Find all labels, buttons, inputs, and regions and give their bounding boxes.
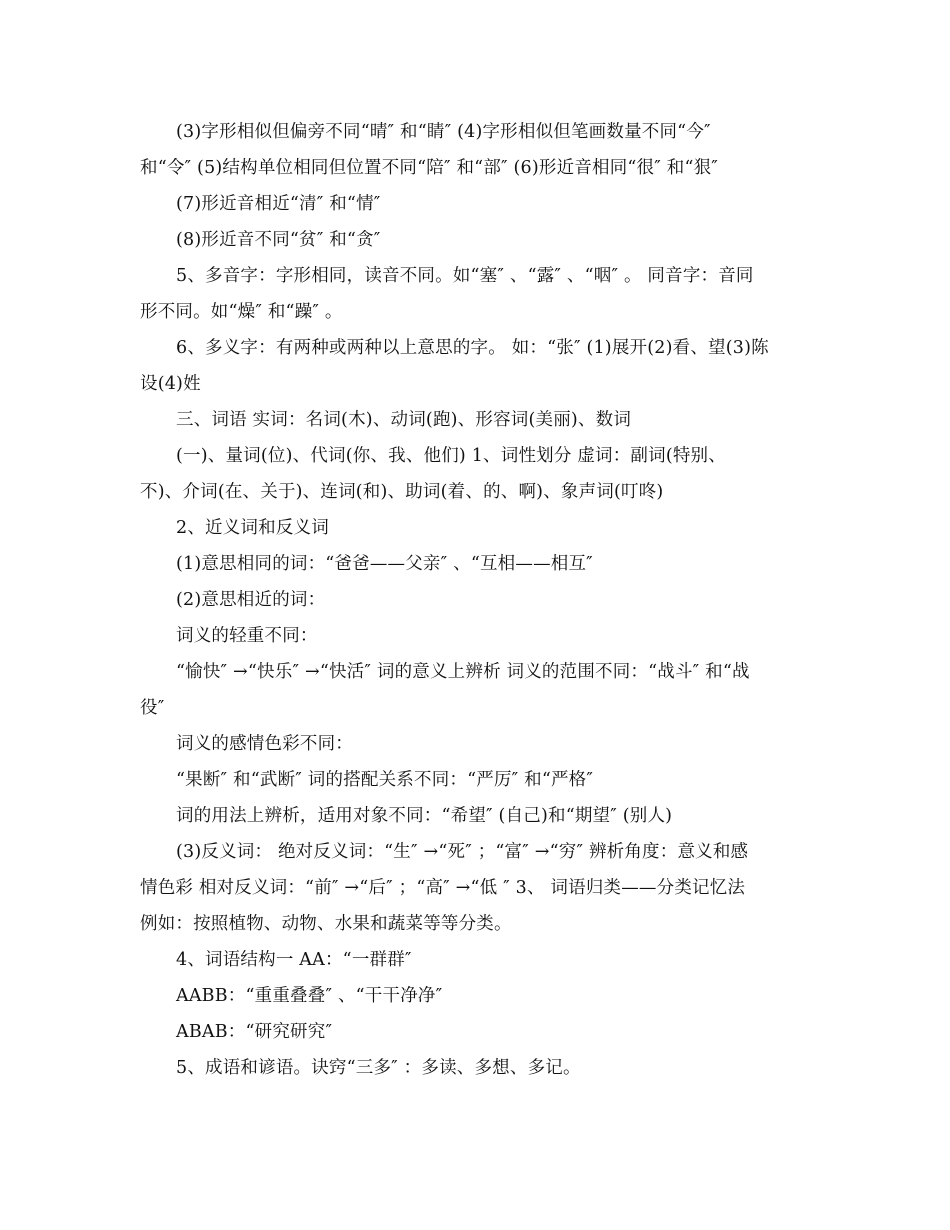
text-line: (1)意思相同的词：“爸爸——父亲″ 、“互相——相互″ (176, 554, 593, 574)
text-line: 5、成语和谚语。诀窍“三多″ ：多读、多想、多记。 (176, 1058, 581, 1078)
text-line: 情色彩 相对反义词：“前″ →“后″ ；“高″ →“低 ″ 3、 词语归类——分类记忆法 (140, 878, 746, 898)
text-line: ABAB：“研究研究″ (176, 1022, 333, 1042)
text-line: 例如：按照植物、动物、水果和蔬菜等等分类。 (140, 914, 512, 934)
text-line: (3)反义词： 绝对反义词：“生″ →“死″ ；“富″ →“穷″ 辨析角度：意义和感 (176, 842, 749, 862)
text-line: AABB：“重重叠叠″ 、“干干净净″ (176, 986, 443, 1006)
text-line: 形不同。如“燥″ 和“躁″ 。 (140, 302, 343, 322)
text-line: 2、近义词和反义词 (176, 518, 329, 538)
text-line: “愉快″ →“快乐″ →“快活″ 词的意义上辨析 词义的范围不同：“战斗″ 和“战 (176, 662, 750, 682)
text-line: 不)、介词(在、关于)、连词(和)、助词(着、的、啊)、象声词(叮咚) (140, 482, 664, 502)
text-line: (2)意思相近的词： (176, 590, 326, 610)
text-line: 役″ (140, 698, 165, 718)
text-line: 词义的感情色彩不同： (176, 734, 353, 754)
text-line: 词的用法上辨析，适用对象不同：“希望″ (自己)和“期望″ (别人) (176, 806, 673, 826)
text-line: 和“令″ (5)结构单位相同但位置不同“陪″ 和“部″ (6)形近音相同“很″ 和“狠″ (140, 158, 719, 178)
text-line: (7)形近音相近“清″ 和“情″ (176, 194, 381, 214)
text-line: 6、多义字：有两种或两种以上意思的字。 如：“张″ (1)展开(2)看、望(3)陈 (176, 338, 769, 358)
document-body (140, 114, 812, 1086)
text-line: 词义的轻重不同： (176, 626, 318, 646)
text-line: 5、多音字：字形相同，读音不同。如“塞″ 、“露″ 、“咽″ 。 同音字：音同 (176, 266, 754, 286)
text-line: 4、词语结构一 AA：“一群群″ (176, 950, 412, 970)
text-line: (3)字形相似但偏旁不同“晴″ 和“睛″ (4)字形相似但笔画数量不同“今″ (176, 122, 711, 142)
text-line: (一)、量词(位)、代词(你、我、他们) 1、词性划分 虚词：副词(特别、 (176, 446, 726, 466)
text-line: “果断″ 和“武断″ 词的搭配关系不同：“严厉″ 和“严格″ (176, 770, 594, 790)
text-line: 设(4)姓 (140, 374, 201, 394)
text-line: 三、词语 实词：名词(木)、动词(跑)、形容词(美丽)、数词 (176, 410, 632, 430)
text-line: (8)形近音不同“贫″ 和“贪″ (176, 230, 381, 250)
